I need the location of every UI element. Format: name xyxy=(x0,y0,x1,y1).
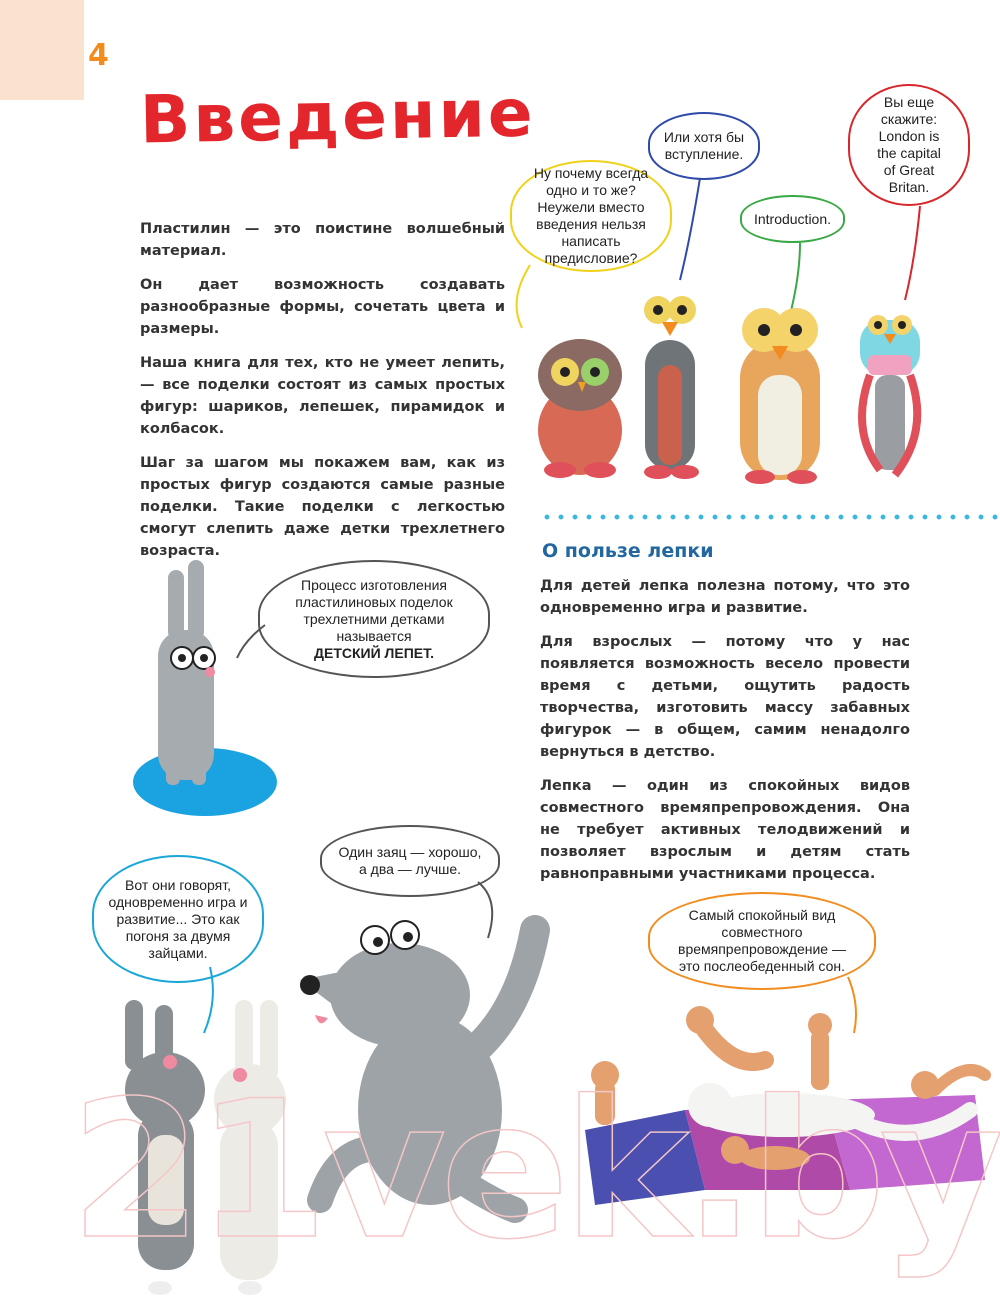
owl-gray-icon xyxy=(644,296,699,479)
page-title: Введение xyxy=(139,74,537,159)
section-paragraph: Для взрослых — потому что у нас появляется возможность весело провести время с детьми, ощутить радость творчества, изготовить массу забавных фигурок — в общем, самим ненадолго вернуться в детство. xyxy=(540,634,910,760)
page-number: 4 xyxy=(88,38,109,73)
speech-bubble-rabbit xyxy=(258,560,490,678)
bubble-text: Ну почему всегда одно и то же? Неужели вместо введения нельзя написать предисловие? xyxy=(533,165,649,266)
intro-paragraph: Наша книга для тех, кто не умеет лепить, — все поделки состоят из самых простых фигур: шариков, лепешек, пирамидок и колбасок. xyxy=(140,355,505,437)
owl-cyan-icon xyxy=(860,315,920,475)
bubble-text: Один заяц — хорошо, а два — лучше. xyxy=(338,844,482,877)
page-corner-tab xyxy=(0,0,84,100)
owl-beige-icon xyxy=(740,308,820,484)
bubble-text-main: Процесс изготовления пластилиновых поделок трехлетними детками называется xyxy=(295,576,453,644)
section-paragraph: Для детей лепка полезна потому, что это одновременно игра и развитие. xyxy=(540,578,910,616)
intro-text xyxy=(140,218,505,574)
bubble-text: Вы еще скажите: London is the capital of Great Britan. xyxy=(877,94,941,195)
owl-brown-icon xyxy=(538,339,622,478)
intro-paragraph: Он дает возможность создавать разнообразные формы, сочетать цвета и размеры. xyxy=(140,277,505,337)
bubble-text: Вот они говорят, одновременно игра и развитие... Это как погоня за двумя зайцами. xyxy=(108,876,248,961)
owls-illustration xyxy=(520,280,940,490)
bubble-text: Introduction. xyxy=(753,210,832,227)
bubble-text-emphasis: ДЕТСКИЙ ЛЕПЕТ xyxy=(314,644,431,661)
bubble-text: Или хотя бы вступление. xyxy=(663,129,745,162)
section-heading: О пользе лепки xyxy=(542,540,714,562)
speech-bubble-rabbits-pair xyxy=(92,855,264,983)
rabbit-gray-icon xyxy=(130,560,280,820)
watermark: 21vek.by xyxy=(70,1060,998,1281)
intro-paragraph: Пластилин — это поистине волшебный материал. xyxy=(140,221,505,259)
dotted-divider xyxy=(540,512,1000,522)
bubble-text: Самый спокойный вид совместного времяпрепровождение — это послеобеденный сон. xyxy=(678,907,846,974)
bubble-tail-rabbit xyxy=(235,620,275,660)
section-paragraph: Лепка — один из спокойных видов совместного времяпрепровождения. Она не требует активных телодвижений и позволяет взрослым и детям стать равноправными участниками процесса. xyxy=(540,778,910,882)
intro-paragraph: Шаг за шагом мы покажем вам, как из простых фигур создаются самые разные поделки. Такие поделки с легкостью смогут слепить даже детки трехлетнего возраста. xyxy=(140,455,505,559)
bubble-text: Процесс изготовления пластилиновых поделок трехлетними детками называется ДЕТСКИЙ ЛЕПЕТ. xyxy=(282,577,467,662)
section-text xyxy=(540,575,910,897)
